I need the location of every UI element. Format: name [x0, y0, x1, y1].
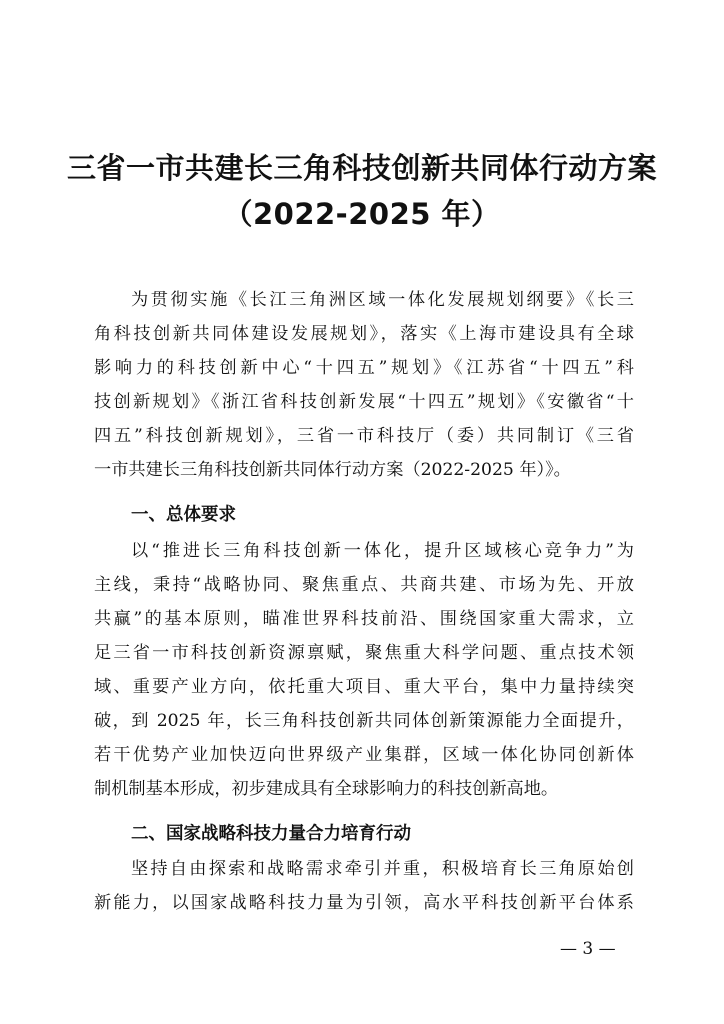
paragraph-line: 共赢”的基本原则，瞄准世界科技前沿、围绕国家重大需求，立	[94, 609, 634, 629]
section-heading-national-strategic-tech: 二、国家战略科技力量合力培育行动	[131, 824, 411, 844]
paragraph-line: 以“推进长三角科技创新一体化，提升区域核心竞争力”为	[131, 541, 634, 561]
paragraph-line: 新能力，以国家战略科技力量为引领，高水平科技创新平台体系	[94, 893, 634, 913]
paragraph-line: 若干优势产业加快迈向世界级产业集群，区域一体化协同创新体	[94, 745, 634, 765]
document-title: 三省一市共建长三角科技创新共同体行动方案	[66, 151, 657, 185]
paragraph-line: 主线，秉持“战略协同、聚焦重点、共商共建、市场为先、开放	[94, 575, 634, 595]
paragraph-line: 坚持自由探索和战略需求牵引并重，积极培育长三角原始创	[131, 859, 634, 879]
paragraph-line: 一市共建长三角科技创新共同体行动方案（2022-2025 年）》。	[94, 460, 571, 480]
paragraph-line: 为贯彻实施《长江三角洲区域一体化发展规划纲要》《长三	[131, 290, 634, 310]
paragraph-line: 四五”科技创新规划》，三省一市科技厅（委）共同制订《三省	[94, 426, 634, 446]
general-requirements-paragraph	[94, 534, 634, 806]
paragraph-line: 角科技创新共同体建设发展规划》，落实《上海市建设具有全球	[94, 324, 634, 344]
national-strategic-tech-paragraph	[94, 852, 634, 920]
intro-paragraph	[94, 283, 634, 487]
page-number: — 3 —	[560, 939, 616, 959]
paragraph-line: 制机制基本形成，初步建成具有全球影响力的科技创新高地。	[94, 779, 559, 799]
paragraph-line: 技创新规划》《浙江省科技创新发展“十四五”规划》《安徽省“十	[94, 392, 634, 412]
paragraph-line: 足三省一市科技创新资源禀赋，聚焦重大科学问题、重点技术领	[94, 643, 634, 663]
paragraph-line: 破，到 2025 年，长三角科技创新共同体创新策源能力全面提升，	[94, 711, 634, 731]
paragraph-line: 域、重要产业方向，依托重大项目、重大平台，集中力量持续突	[94, 677, 634, 697]
section-heading-general-requirements: 一、总体要求	[131, 505, 236, 525]
paragraph-line: 影响力的科技创新中心“十四五”规划》《江苏省“十四五”科	[94, 358, 634, 378]
document-subtitle-years: （2022-2025 年）	[223, 197, 501, 231]
